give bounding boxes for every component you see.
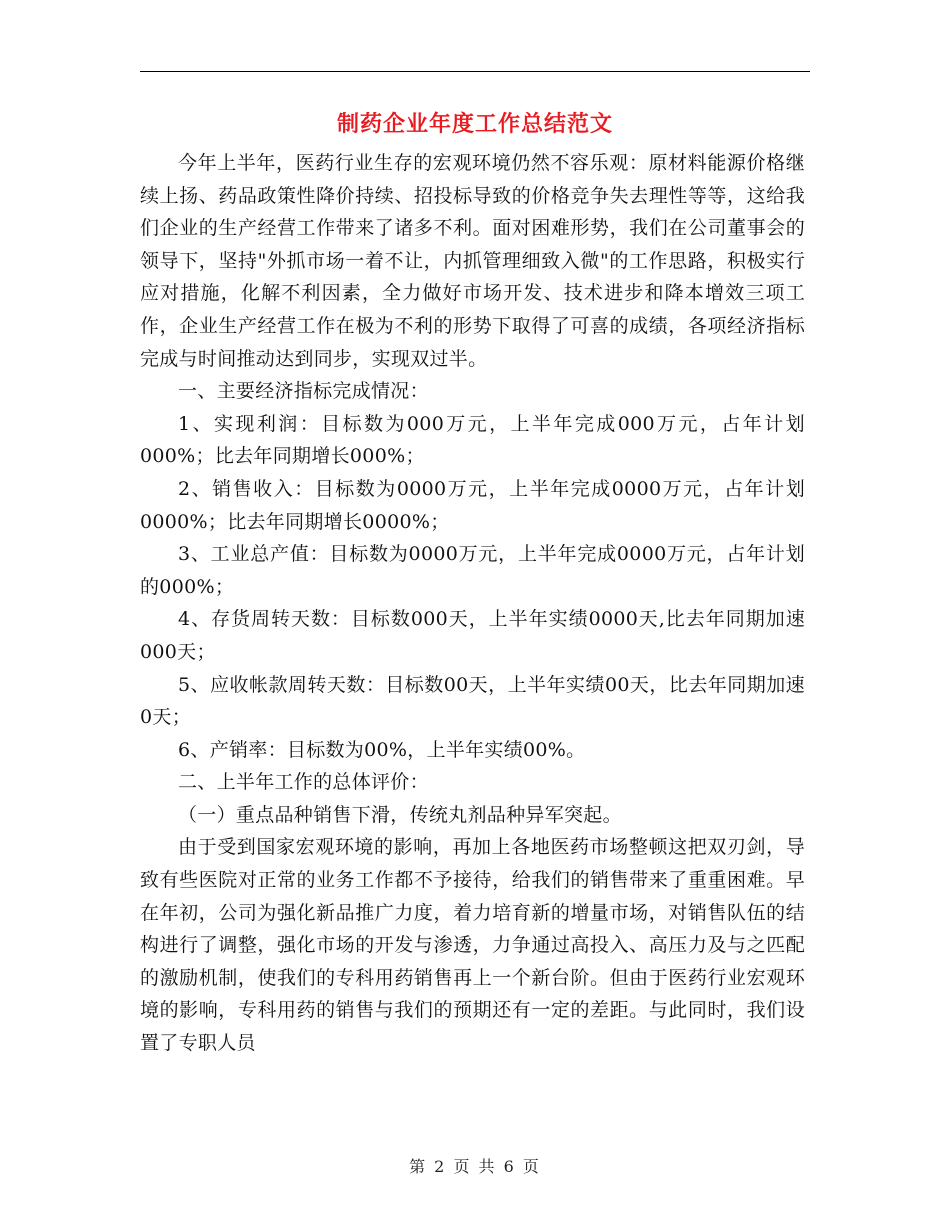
section-heading-evaluation: 二、上半年工作的总体评价： — [178, 771, 429, 794]
section-heading-indicators: 一、主要经济指标完成情况： — [178, 380, 429, 403]
page-title: 制药企业年度工作总结范文 — [336, 111, 613, 137]
header-rule — [140, 71, 810, 72]
indicator-receivables-turnover: 5、应收帐款周转天数：目标数00天，上半年实绩00天，比去年同期加速0天； — [140, 673, 805, 729]
sales-paragraph: 由于受到国家宏观环境的影响，再加上各地医药市场整顿这把双刃剑，导致有些医院对正常的业务工作都不予接待，给我们的销售带来了重重困难。早在年初，公司为强化新品推广力度，着力培育新的增量市场，对销售队伍的结构进行了调整，强化市场的开发与渗透，力争通过高投入、高压力及与之匹配的激励机制，使我们的专科用药销售再上一个新台阶。但由于医药行业宏观环境的影响，专科用药的销售与我们的预期还有一定的差距。与此同时，我们设置了专职人员 — [140, 836, 805, 1055]
subsection-heading-sales: （一）重点品种销售下滑，传统丸剂品种异军突起。 — [178, 803, 622, 826]
intro-paragraph: 今年上半年，医药行业生存的宏观环境仍然不容乐观：原材料能源价格继续上扬、药品政策性降价持续、招投标导致的价格竞争失去理性等等，这给我们企业的生产经营工作带来了诸多不利。面对困难形势，我们在公司董事会的领导下，坚持"外抓市场一着不让，内抓管理细致入微"的工作思路，积极实行应对措施，化解不利因素，全力做好市场开发、技术进步和降本增效三项工作，企业生产经营工作在极为不利的形势下取得了可喜的成绩，各项经济指标完成与时间推动达到同步，实现双过半。 — [140, 152, 805, 370]
indicator-output-value: 3、工业总产值：目标数为0000万元，上半年完成0000万元，占年计划的000%； — [140, 543, 805, 598]
page-footer: 第 2 页 共 6 页 — [409, 1157, 541, 1176]
document-body — [140, 147, 805, 1060]
indicator-profit: 1、实现利润：目标数为000万元，上半年完成000万元，占年计划000%；比去年同期增长000%； — [140, 412, 805, 468]
indicator-inventory-turnover: 4、存货周转天数：目标数000天，上半年实绩0000天,比去年同期加速000天； — [140, 608, 805, 663]
indicator-sales-rate: 6、产销率：目标数为00%，上半年实绩00%。 — [178, 738, 586, 761]
indicator-sales: 2、销售收入：目标数为0000万元，上半年完成0000万元，占年计划0000%；比去年同期增长0000%； — [140, 477, 805, 533]
